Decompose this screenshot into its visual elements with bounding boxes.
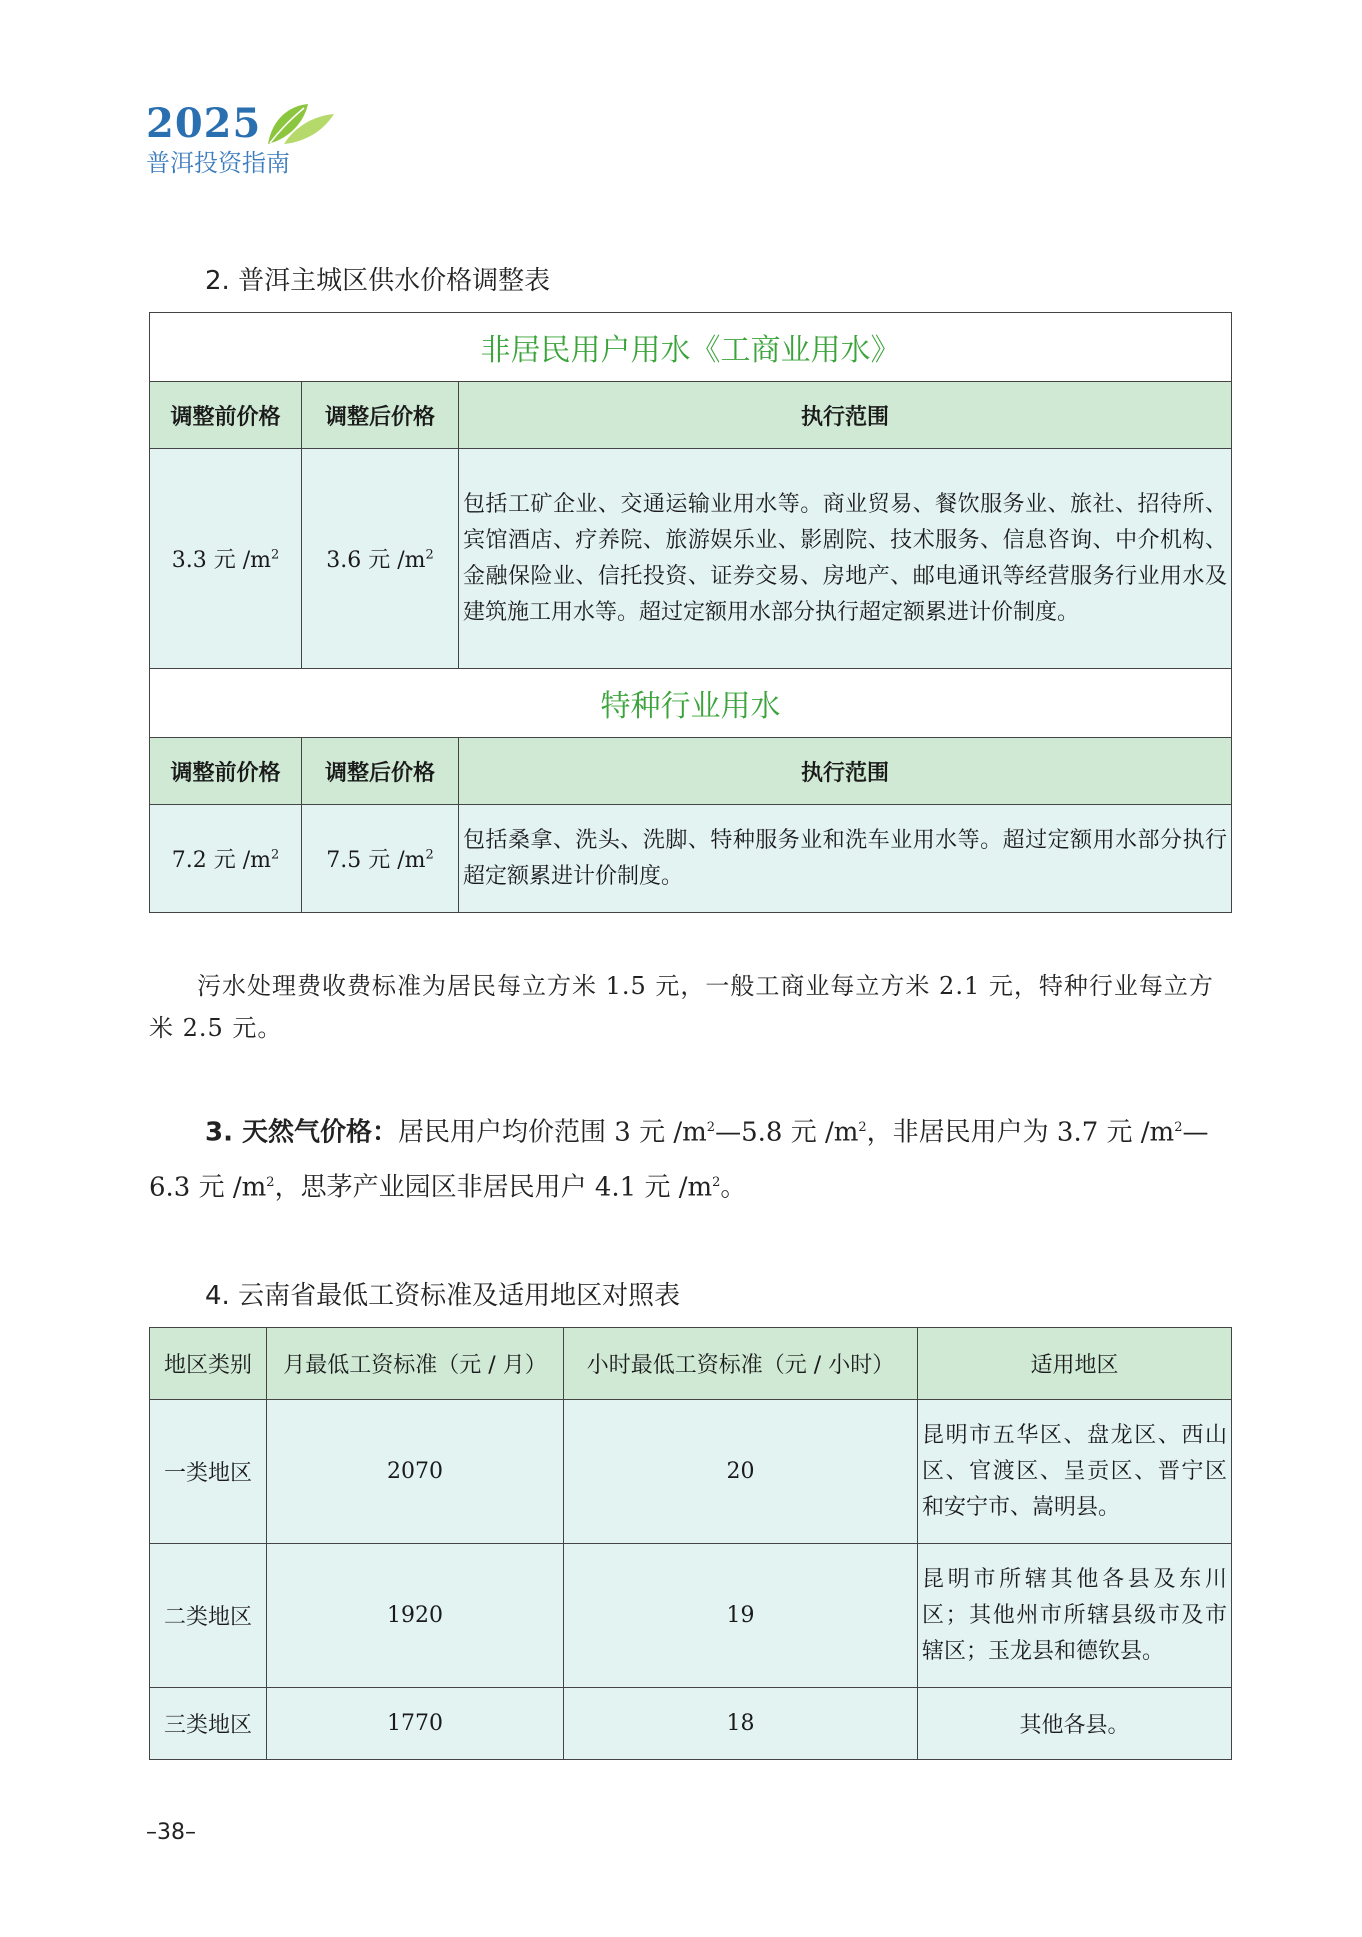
wage-areas: 昆明市五华区、盘龙区、西山区、官渡区、呈贡区、晋宁区和安宁市、嵩明县。 — [918, 1400, 1232, 1544]
wage-col-hourly: 小时最低工资标准（元 / 小时） — [564, 1328, 918, 1400]
page-number: –38– — [146, 1820, 196, 1845]
wage-col-category: 地区类别 — [150, 1328, 267, 1400]
wage-category: 三类地区 — [150, 1688, 267, 1760]
table1-price-before: 3.3 元 $/m^2$ — [150, 449, 302, 669]
wage-category: 一类地区 — [150, 1400, 267, 1544]
wage-areas: 其他各县。 — [918, 1688, 1232, 1760]
leaf-icon — [264, 100, 336, 148]
table2-price-before: 7.2 元 $/m^2$ — [150, 805, 302, 913]
table1-col-scope: 执行范围 — [459, 382, 1232, 449]
guide-logo — [146, 100, 386, 190]
table1-col-before: 调整前价格 — [150, 382, 302, 449]
table1-title: 非居民用户用水《工商业用水》 — [150, 313, 1232, 382]
table2-scope: 包括桑拿、洗头、洗脚、特种服务业和洗车业用水等。超过定额用水部分执行超定额累进计价制度。 — [459, 805, 1232, 913]
table1-price-after: 3.6 元 $/m^2$ — [302, 449, 459, 669]
table2-col-scope: 执行范围 — [459, 738, 1232, 805]
table2-price-after: 7.5 元 $/m^2$ — [302, 805, 459, 913]
water-price-table — [149, 312, 1232, 913]
wage-hourly: 20 — [564, 1400, 918, 1544]
minimum-wage-table — [149, 1327, 1232, 1760]
table1-scope: 包括工矿企业、交通运输业用水等。商业贸易、餐饮服务业、旅社、招待所、宾馆酒店、疗养院、旅游娱乐业、影剧院、技术服务、信息咨询、中介机构、金融保险业、信托投资、证券交易、房地产、邮电通讯等经营服务行业用水及建筑施工用水等。超过定额用水部分执行超定额累进计价制度。 — [459, 449, 1232, 669]
table2-title: 特种行业用水 — [150, 669, 1232, 738]
table2-col-after: 调整后价格 — [302, 738, 459, 805]
table1-col-after: 调整后价格 — [302, 382, 459, 449]
table-row — [150, 1688, 1232, 1760]
wage-hourly: 18 — [564, 1688, 918, 1760]
wage-areas: 昆明市所辖其他各县及东川区；其他州市所辖县级市及市辖区；玉龙县和德钦县。 — [918, 1544, 1232, 1688]
table-row — [150, 1400, 1232, 1544]
gas-price-paragraph: 3. 天然气价格：居民用户均价范围 3 元 $/m^2—5.8$ 元 $/m^2$，非居民用户为 3.7 元 $/m^2—6.3$ 元 $/m^2$，思茅产业园区非居民用户 4.1 元 $/m^2$。 — [149, 1117, 1209, 1203]
wage-col-areas: 适用地区 — [918, 1328, 1232, 1400]
wage-category: 二类地区 — [150, 1544, 267, 1688]
logo-year: 2025 — [146, 100, 262, 147]
wage-monthly: 1770 — [267, 1688, 564, 1760]
table2-col-before: 调整前价格 — [150, 738, 302, 805]
wage-hourly: 19 — [564, 1544, 918, 1688]
table-row — [150, 1544, 1232, 1688]
logo-subtitle: 普洱投资指南 — [146, 149, 290, 177]
section-2-heading: 2. 普洱主城区供水价格调整表 — [205, 266, 551, 296]
section-4-heading: 4. 云南省最低工资标准及适用地区对照表 — [205, 1281, 681, 1311]
sewage-note: 污水处理费收费标准为居民每立方米 1.5 元，一般工商业每立方米 2.1 元，特种行业每立方米 2.5 元。 — [149, 972, 1214, 1042]
wage-monthly: 2070 — [267, 1400, 564, 1544]
wage-monthly: 1920 — [267, 1544, 564, 1688]
gas-price-lead: 3. 天然气价格： — [205, 1117, 399, 1148]
wage-col-monthly: 月最低工资标准（元 / 月） — [267, 1328, 564, 1400]
